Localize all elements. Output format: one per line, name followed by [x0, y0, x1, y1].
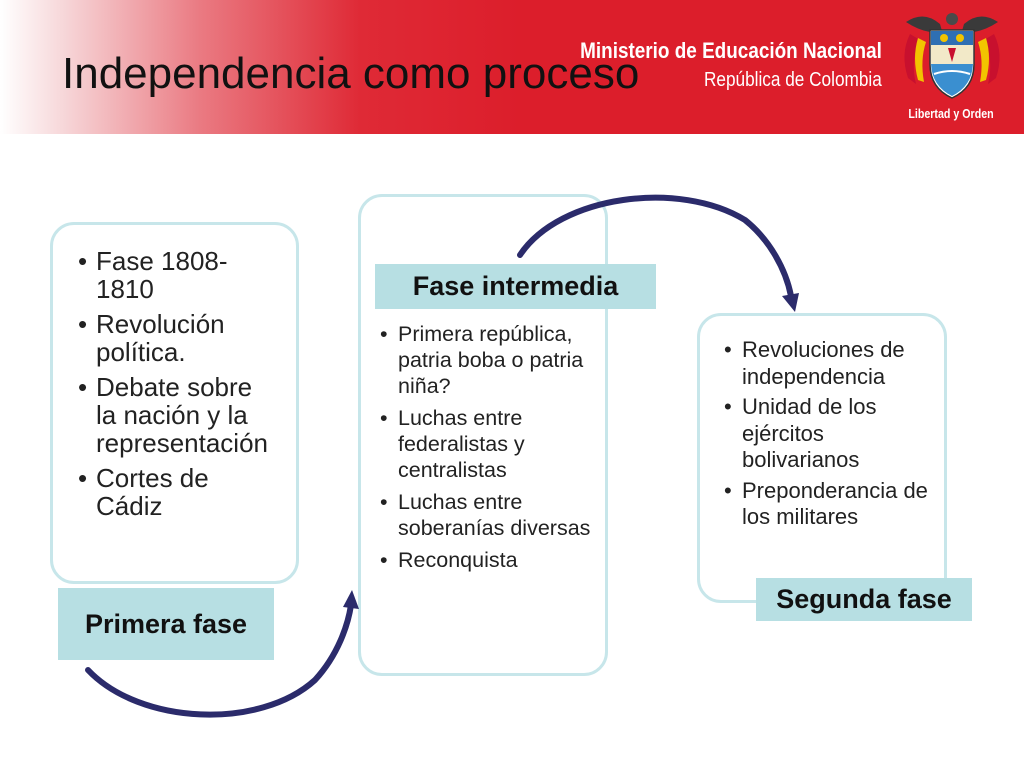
list-item: • Cortes de Cádiz [69, 464, 279, 520]
list-item: • Reconquista [371, 547, 596, 573]
motto-text: Libertad y Orden [908, 106, 994, 121]
ministry-name: Ministerio de Educación Nacional [580, 38, 882, 63]
coat-of-arms-icon [900, 8, 1004, 104]
phase-card-primera [50, 222, 299, 584]
list-item: • Revoluciones de independencia [715, 337, 939, 390]
phase-label-primera: Primera fase [58, 588, 274, 660]
list-item: • Primera república, patria boba o patria niña? [371, 321, 596, 399]
list-item: • Preponderancia de los militares [715, 478, 939, 531]
list-item: • Luchas entre federalistas y centralistas [371, 405, 596, 483]
list-item: • Fase 1808-1810 [69, 247, 279, 303]
country-name: República de Colombia [704, 69, 882, 91]
list-item: • Revolución política. [69, 310, 279, 366]
phase-card-segunda [697, 313, 947, 603]
phase-items-list [371, 321, 596, 579]
phase-label-segunda: Segunda fase [756, 578, 972, 621]
phase-items-list [715, 337, 939, 535]
list-item: • Unidad de los ejércitos bolivarianos [715, 394, 939, 474]
phase-items-list [69, 247, 279, 527]
phase-label-intermedia: Fase intermedia [375, 264, 656, 309]
slide-title: Independencia como proceso [62, 49, 640, 98]
arrowhead-2 [782, 293, 799, 312]
list-item: • Luchas entre soberanías diversas [371, 489, 596, 541]
arrowhead-1 [343, 590, 359, 609]
list-item: • Debate sobre la nación y la representación [69, 373, 279, 457]
